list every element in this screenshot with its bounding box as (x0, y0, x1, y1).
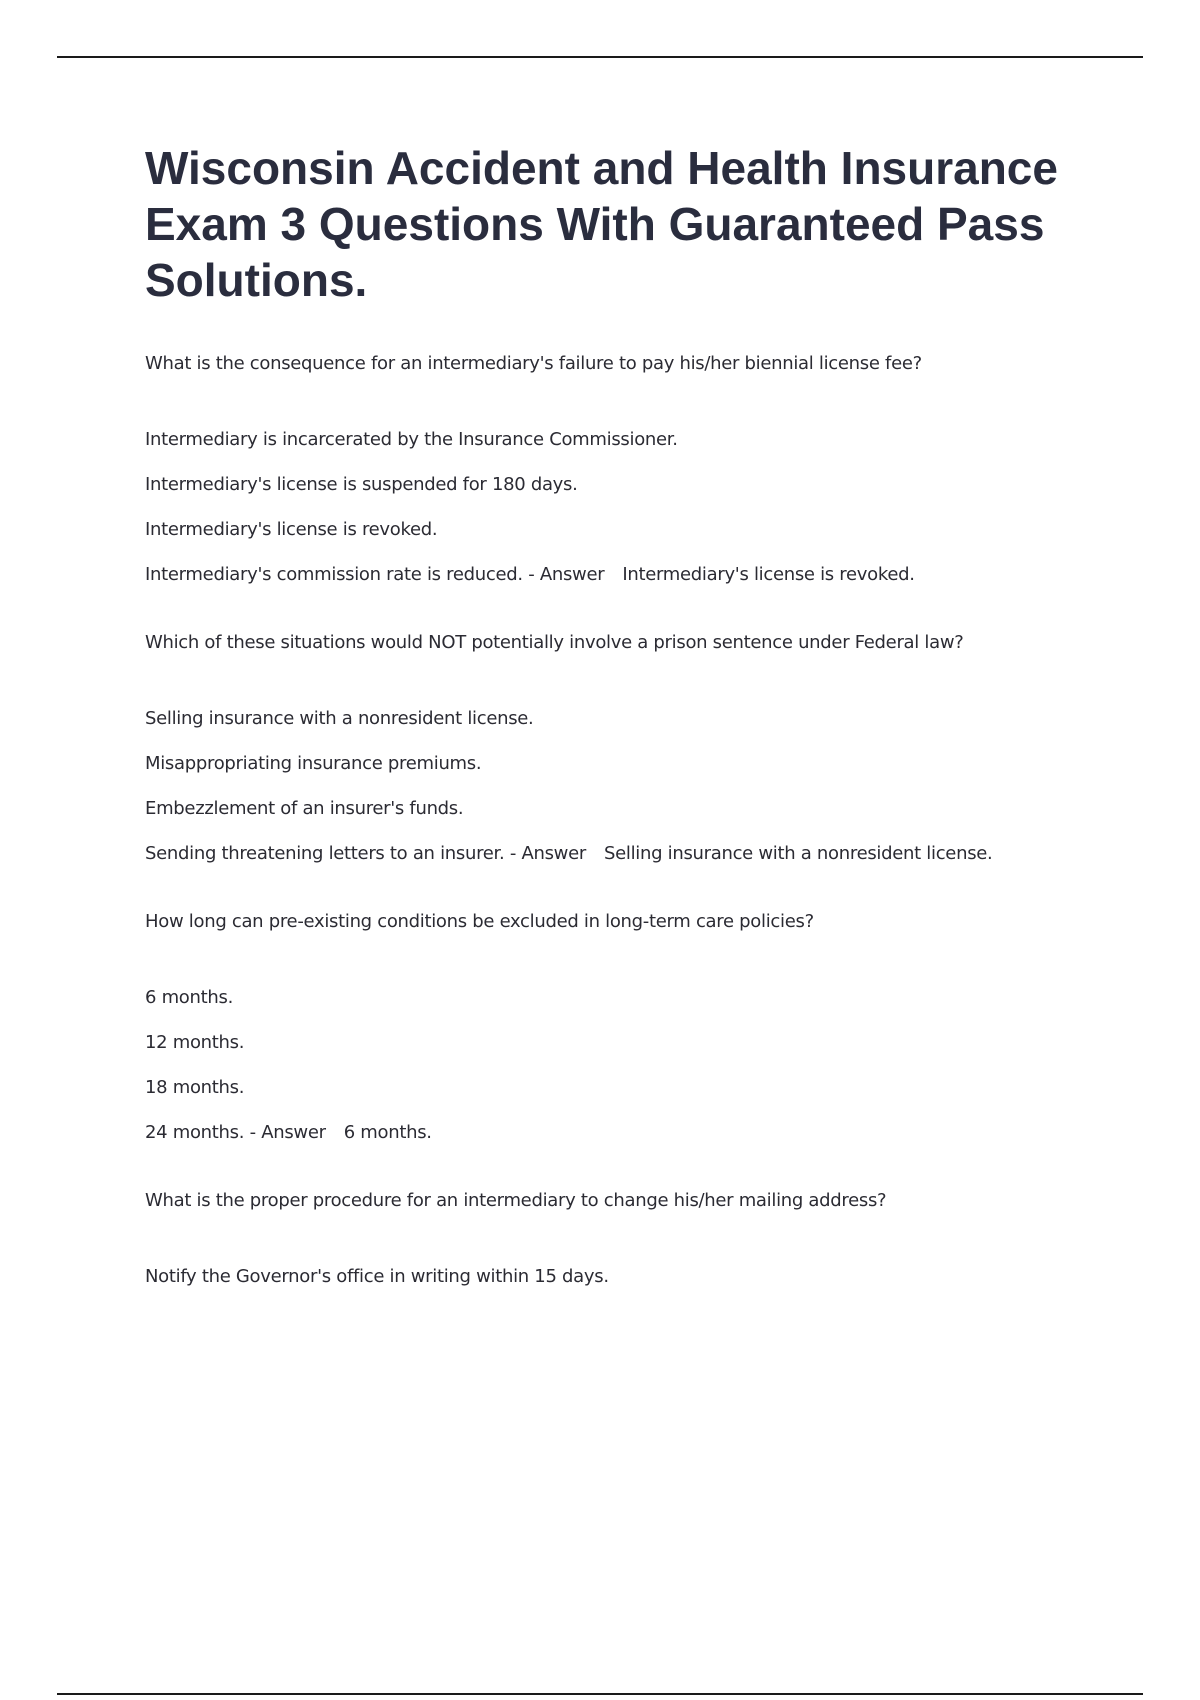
question-text: What is the proper procedure for an intermediary to change his/her mailing address? (145, 1190, 887, 1211)
option-item (145, 1076, 1075, 1100)
question-text: How long can pre-existing conditions be excluded in long-term care policies? (145, 911, 814, 932)
option-item (145, 797, 1075, 821)
answer-text: Selling insurance with a nonresident license. (603, 843, 993, 864)
question-text: What is the consequence for an intermediary's failure to pay his/her biennial license fee? (145, 353, 922, 374)
option-list (145, 707, 1075, 866)
option-item (145, 752, 1075, 776)
document-title: Wisconsin Accident and Health Insurance Exam 3 Questions With Guaranteed Pass Solutions. (145, 142, 1058, 306)
option-list (145, 1265, 1075, 1289)
option-text: 24 months. (145, 1122, 245, 1143)
option-text: Embezzlement of an insurer's funds. (145, 798, 464, 819)
answer-label: - Answer (249, 1122, 326, 1143)
option-item (145, 563, 1075, 587)
option-item (145, 473, 1075, 497)
qa-block (145, 910, 1075, 1145)
top-rule (57, 56, 1143, 58)
question-text: Which of these situations would NOT potentially involve a prison sentence under Federal law? (145, 632, 964, 653)
option-item (145, 428, 1075, 452)
qa-list (145, 352, 1075, 1289)
option-item (145, 1031, 1075, 1055)
document-body (145, 140, 1075, 1333)
qa-block (145, 1189, 1075, 1289)
answer-label: - Answer (509, 843, 586, 864)
option-item (145, 842, 1075, 866)
option-item (145, 518, 1075, 542)
qa-block (145, 631, 1075, 866)
answer-text: Intermediary's license is revoked. (622, 564, 915, 585)
option-text: Intermediary is incarcerated by the Insurance Commissioner. (145, 429, 678, 450)
option-text: Intermediary's commission rate is reduced. (145, 564, 523, 585)
option-list (145, 986, 1075, 1145)
option-text: Intermediary's license is suspended for 180 days. (145, 474, 578, 495)
option-text: 12 months. (145, 1032, 245, 1053)
qa-block (145, 352, 1075, 587)
option-list (145, 428, 1075, 587)
option-text: Sending threatening letters to an insurer. (145, 843, 505, 864)
bottom-rule (57, 1693, 1143, 1695)
option-item (145, 986, 1075, 1010)
option-text: Misappropriating insurance premiums. (145, 753, 482, 774)
option-item (145, 707, 1075, 731)
answer-label: - Answer (528, 564, 605, 585)
option-item (145, 1121, 1075, 1145)
option-text: Notify the Governor's office in writing within 15 days. (145, 1266, 609, 1287)
option-text: Intermediary's license is revoked. (145, 519, 438, 540)
option-text: 18 months. (145, 1077, 245, 1098)
option-text: Selling insurance with a nonresident license. (145, 708, 534, 729)
answer-text: 6 months. (343, 1122, 432, 1143)
option-text: 6 months. (145, 987, 233, 1008)
option-item (145, 1265, 1075, 1289)
